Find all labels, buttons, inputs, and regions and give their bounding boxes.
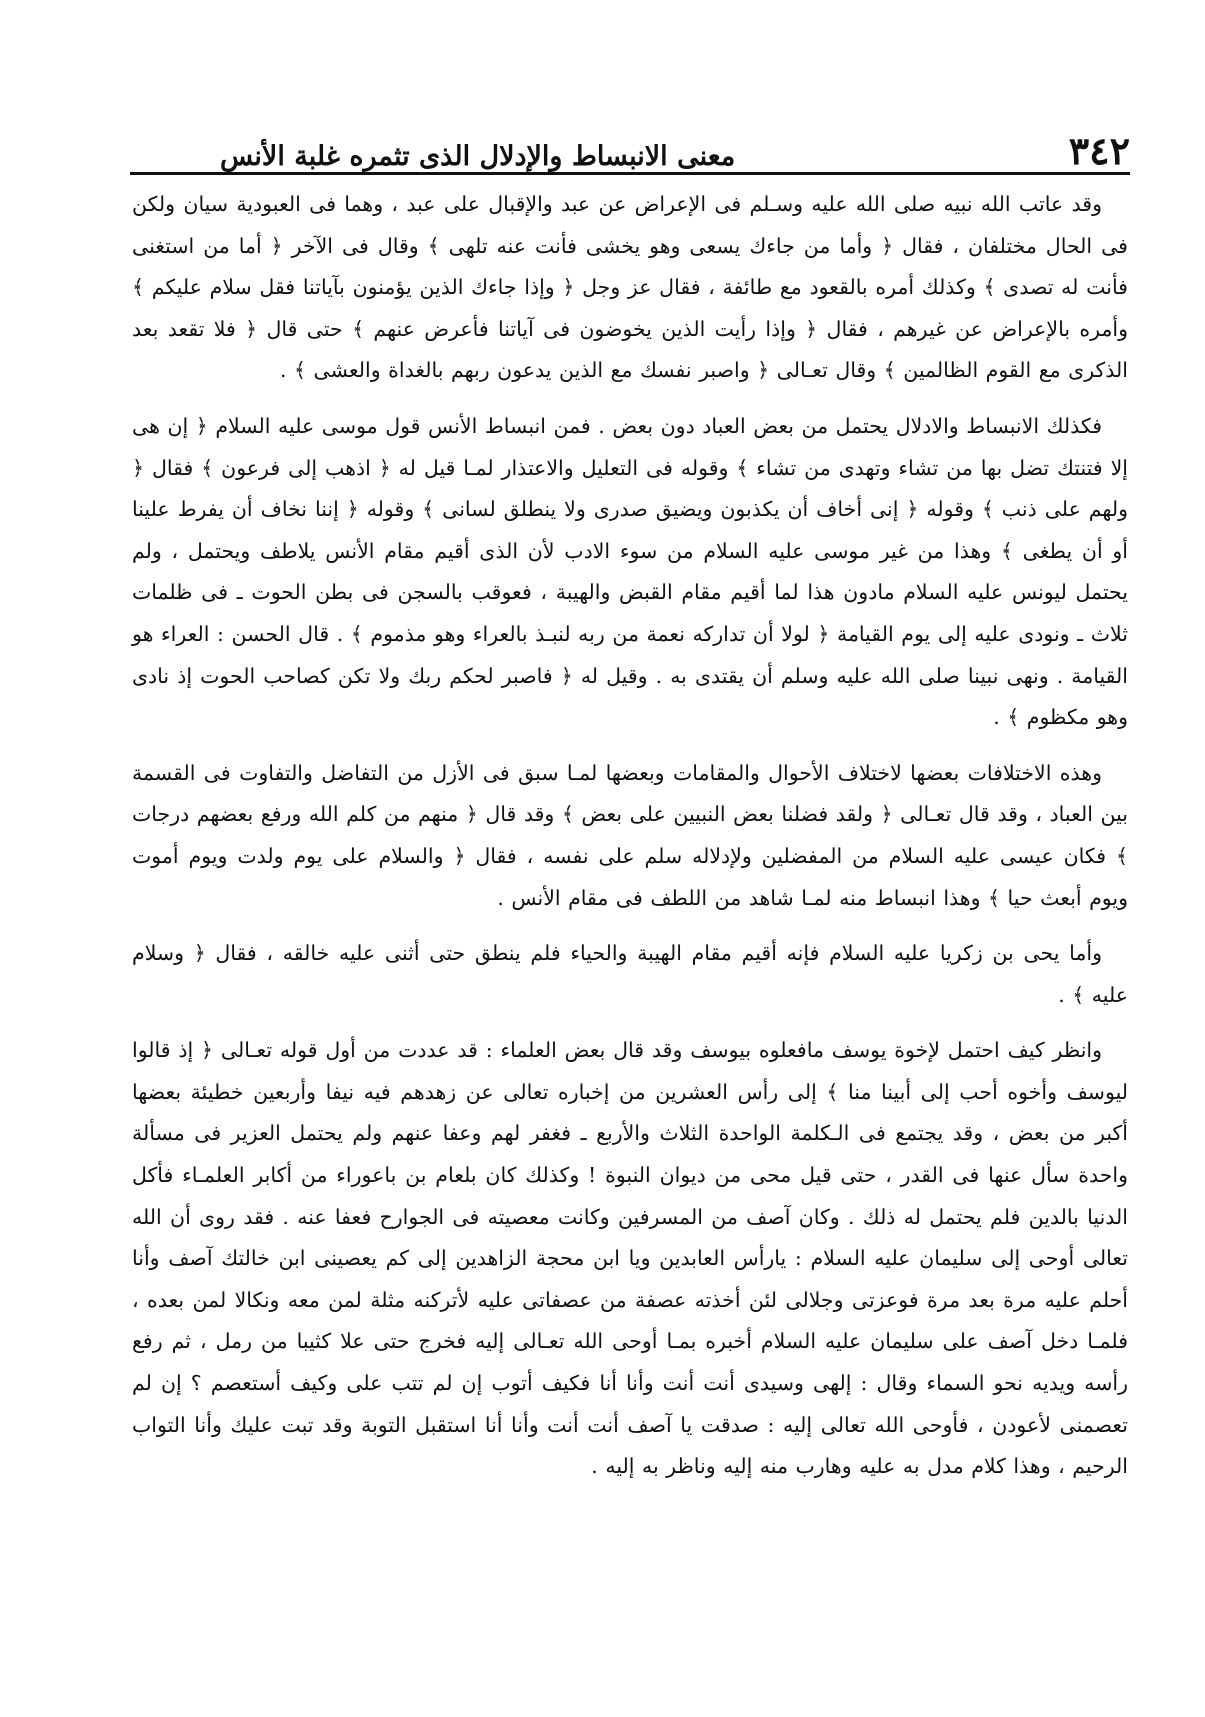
paragraph-yusuf-brothers: وانظر كيف احتمل لإخوة يوسف مافعلوه بيوسف وقد قال بعض العلماء : قد عددت من أول قوله تعـالى ﴿ إذ قالوا ليوسف وأخوه أحب إلى أبينا منا ﴾ إلى رأس العشرين من إخباره تعالى عن زهدهم فيه نيفا وأربعين خطيئة بعضها أكبر من بعض ، وقد يجتمع فى الـكلمة الواحدة الثلاث والأربع ـ فغفر لهم وعفا عنهم ولم يحتمل العزير فى مسألة واحدة سأل عنها فى القدر ، حتى قيل محى من ديوان النبوة ! وكذلك كان بلعام بن باعوراء من أكابر العلمـاء فأكل الدنيا بالدين فلم يحتمل له ذلك . وكان آصف من المسرفين وكانت معصيته فى الجوارح فعفا عنه . فقد روى أن الله تعالى أوحى إلى سليمان عليه السلام : يارأس العابدين ويا ابن محجة الزاهدين إلى كم يعصينى ابن خالتك آصف وأنا أحلم عليه مرة بعد مرة فوعزتى وجلالى لئن أخذته عصفة من عصفاتى عليه لأتركنه مثلة لمن معه ونكالا لمن بعده ، فلمـا دخل آصف على سليمان عليه السلام أخبره بمـا أوحى الله تعـالى إليه فخرج حتى علا كثيبا من رمل ، ثم رفع رأسه ويديه نحو السماء وقال : إلهى وسيدى أنت أنت وأنا أنا فكيف أتوب إن لم تتب على وكيف أستعصم ؟ إن لم تعصمنى لأعودن ، فأوحى الله تعالى إليه : صدقت يا آصف أنت أنت وأنا أنا استقبل التوبة وقد تبت عليك وأنا التواب الرحيم ، وهذا كلام مدل به عليه وهارب منه إليه وناظر به إليه . (132, 1038, 1128, 1479)
running-head (130, 118, 1130, 173)
body-text (132, 184, 1128, 1502)
paragraph-reproach: وقد عاتب الله نبيه صلى الله عليه وسـلم فى الإعراض عن عبد والإقبال على عبد ، وهما فى العبودية سيان ولكن فى الحال مختلفان ، فقال ﴿ وأما من جاءك يسعى وهو يخشى فأنت عنه تلهى ﴾ وقال فى الآخر ﴿ أما من استغنى فأنت له تصدى ﴾ وكذلك أمره بالقعود مع طائفة ، فقال عز وجل ﴿ وإذا جاءك الذين يؤمنون بآياتنا فقل سلام عليكم ﴾ وأمره بالإعراض عن غيرهم ، فقال ﴿ وإذا رأيت الذين يخوضون فى آياتنا فأعرض عنهم ﴾ حتى قال ﴿ فلا تقعد بعد الذكرى مع القوم الظالمين ﴾ وقال تعـالى ﴿ واصبر نفسك مع الذين يدعون ربهم بالغداة والعشى ﴾ . (132, 192, 1128, 383)
page-number: ٣٤٢ (1068, 128, 1130, 173)
paragraph-yahya: وأما يحى بن زكريا عليه السلام فإنه أقيم مقام الهيبة والحياء فلم ينطق حتى أثنى عليه خالقه ، فقال ﴿ وسلام عليه ﴾ . (132, 941, 1128, 1007)
header-rule (130, 172, 1130, 175)
paragraph-differences: وهذه الاختلافات بعضها لاختلاف الأحوال والمقامات وبعضها لمـا سبق فى الأزل من التفاضل والتفاوت فى القسمة بين العباد ، وقد قال تعـالى ﴿ ولقد فضلنا بعض النبيين على بعض ﴾ وقد قال ﴿ منهم من كلم الله ورفع بعضهم درجات ﴾ فكان عيسى عليه السلام من المفضلين ولإدلاله سلم على نفسه ، فقال ﴿ والسلام على يوم ولدت ويوم أموت ويوم أبعث حيا ﴾ وهذا انبساط منه لمـا شاهد من اللطف فى مقام الأنس . (132, 760, 1128, 910)
paragraph-moses: فكذلك الانبساط والادلال يحتمل من بعض العباد دون بعض . فمن انبساط الأنس قول موسى عليه السلام ﴿ إن هى إلا فتنتك تضل بها من تشاء وتهدى من تشاء ﴾ وقوله فى التعليل والاعتذار لمـا قيل له ﴿ اذهب إلى فرعون ﴾ فقال ﴿ ولهم على ذنب ﴾ وقوله ﴿ إنى أخاف أن يكذبون ويضيق صدرى ولا ينطلق لسانى ﴾ وقوله ﴿ إننا نخاف أن يفرط علينا أو أن يطغى ﴾ وهذا من غير موسى عليه السلام من سوء الادب لأن الذى أقيم مقام الأنس يلاطف ويحتمل ، ولم يحتمل ليونس عليه السلام مادون هذا لما أقيم مقام القبض والهيبة ، فعوقب بالسجن فى بطن الحوت ـ فى ظلمات ثلاث ـ ونودى عليه إلى يوم القيامة ﴿ لولا أن تداركه نعمة من ربه لنبـذ بالعراء وهو مذموم ﴾ . قال الحسن : العراء هو القيامة . ونهى نبينا صلى الله عليه وسلم أن يقتدى به . وقيل له ﴿ فاصبر لحكم ربك ولا تكن كصاحب الحوت إذ نادى وهو مكظوم ﴾ . (132, 413, 1128, 730)
running-title: معنى الانبساط والإدلال الذى تثمره غلبة الأنس (220, 141, 736, 172)
